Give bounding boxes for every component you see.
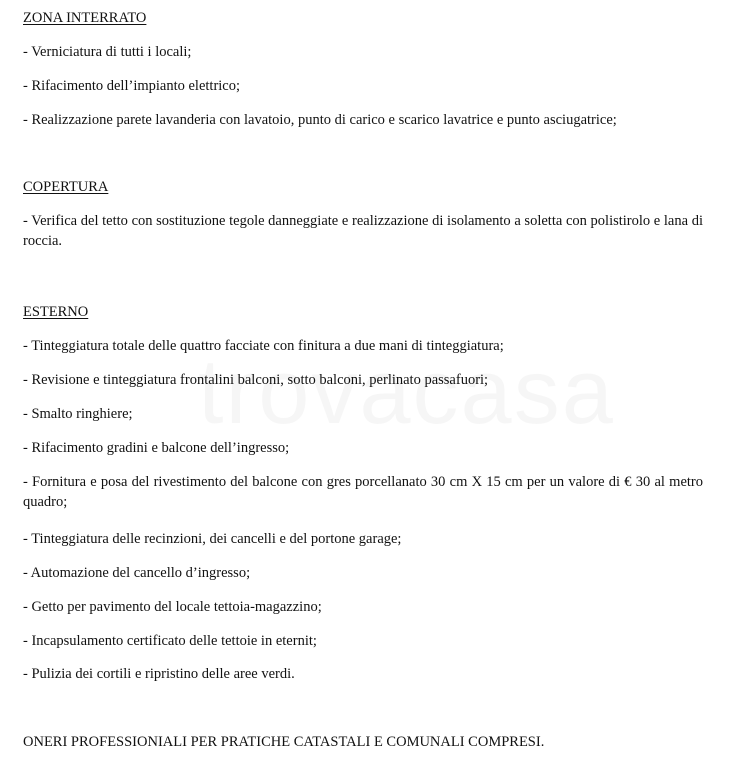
list-item: - Pulizia dei cortili e ripristino delle aree verdi. xyxy=(23,666,295,682)
list-item: - Smalto ringhiere; xyxy=(23,406,133,422)
list-item: - Tinteggiatura totale delle quattro facciate con finitura a due mani di tinteggiatura; xyxy=(23,338,504,354)
list-item: - Getto per pavimento del locale tettoia-magazzino; xyxy=(23,599,322,615)
list-item: - Automazione del cancello d’ingresso; xyxy=(23,565,251,581)
section-title-copertura: COPERTURA xyxy=(23,179,109,195)
list-item: - Verifica del tetto con sostituzione tegole danneggiate e realizzazione di isolamento a soletta con polistirolo e lana di roccia. xyxy=(23,213,703,249)
list-item: - Fornitura e posa del rivestimento del balcone con gres porcellanato 30 cm X 15 cm per un valore di € 30 al metro quadro; xyxy=(23,474,703,510)
list-item: - Realizzazione parete lavanderia con lavatoio, punto di carico e scarico lavatrice e punto asciugatrice; xyxy=(23,112,617,128)
list-item: - Incapsulamento certificato delle tettoie in eternit; xyxy=(23,633,317,649)
footer-note: ONERI PROFESSIONIALI PER PRATICHE CATASTALI E COMUNALI COMPRESI. xyxy=(23,734,545,750)
list-item: - Verniciatura di tutti i locali; xyxy=(23,44,192,60)
section-title-zona-interrato: ZONA INTERRATO xyxy=(23,10,147,26)
list-item: - Revisione e tinteggiatura frontalini balconi, sotto balconi, perlinato passafuori; xyxy=(23,372,489,388)
list-item: - Tinteggiatura delle recinzioni, dei cancelli e del portone garage; xyxy=(23,531,402,547)
list-item: - Rifacimento dell’impianto elettrico; xyxy=(23,78,241,94)
list-item: - Rifacimento gradini e balcone dell’ingresso; xyxy=(23,440,290,456)
section-title-esterno: ESTERNO xyxy=(23,304,89,320)
